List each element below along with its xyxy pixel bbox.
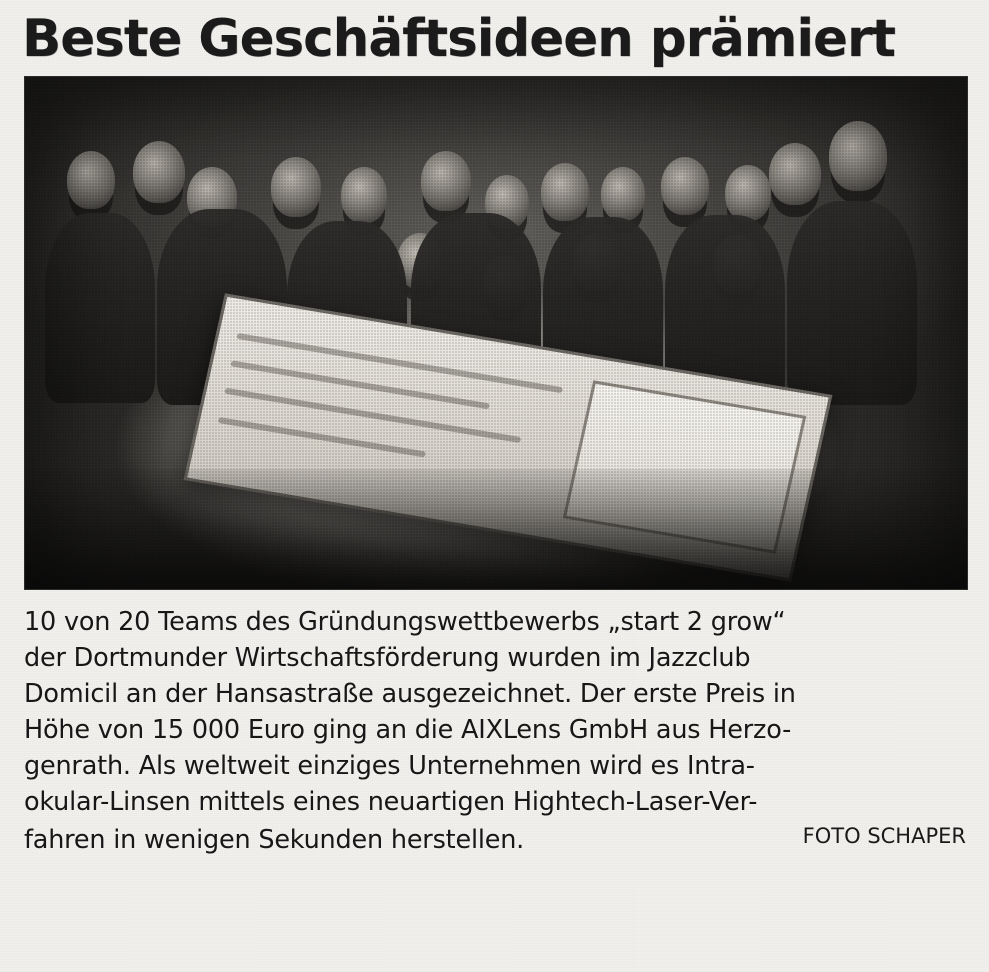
photo-caption	[24, 604, 966, 855]
article-photo	[24, 76, 968, 590]
caption-line: der Dortmunder Wirtschaftsförderung wurden im Jazzclub	[24, 643, 751, 673]
article-clipping	[18, 10, 971, 962]
caption-line: genrath. Als weltweit einziges Unternehmen wird es Intra-	[24, 751, 755, 781]
caption-line: Höhe von 15 000 Euro ging an die AIXLens GmbH aus Herzo-	[24, 715, 792, 745]
caption-line: 10 von 20 Teams des Gründungswettbewerbs „start 2 grow“	[24, 607, 786, 637]
caption-line: okular-Linsen mittels eines neuartigen Hightech-Laser-Ver-	[24, 787, 758, 817]
page-title: Beste Geschäftsideen prämiert	[22, 9, 895, 69]
caption-line: fahren in wenigen Sekunden herstellen.	[24, 825, 525, 855]
caption-line: Domicil an der Hansastraße ausgezeichnet. Der erste Preis in	[24, 679, 796, 709]
photo-credit: FOTO SCHAPER	[802, 824, 966, 848]
photo-vignette	[25, 77, 967, 589]
